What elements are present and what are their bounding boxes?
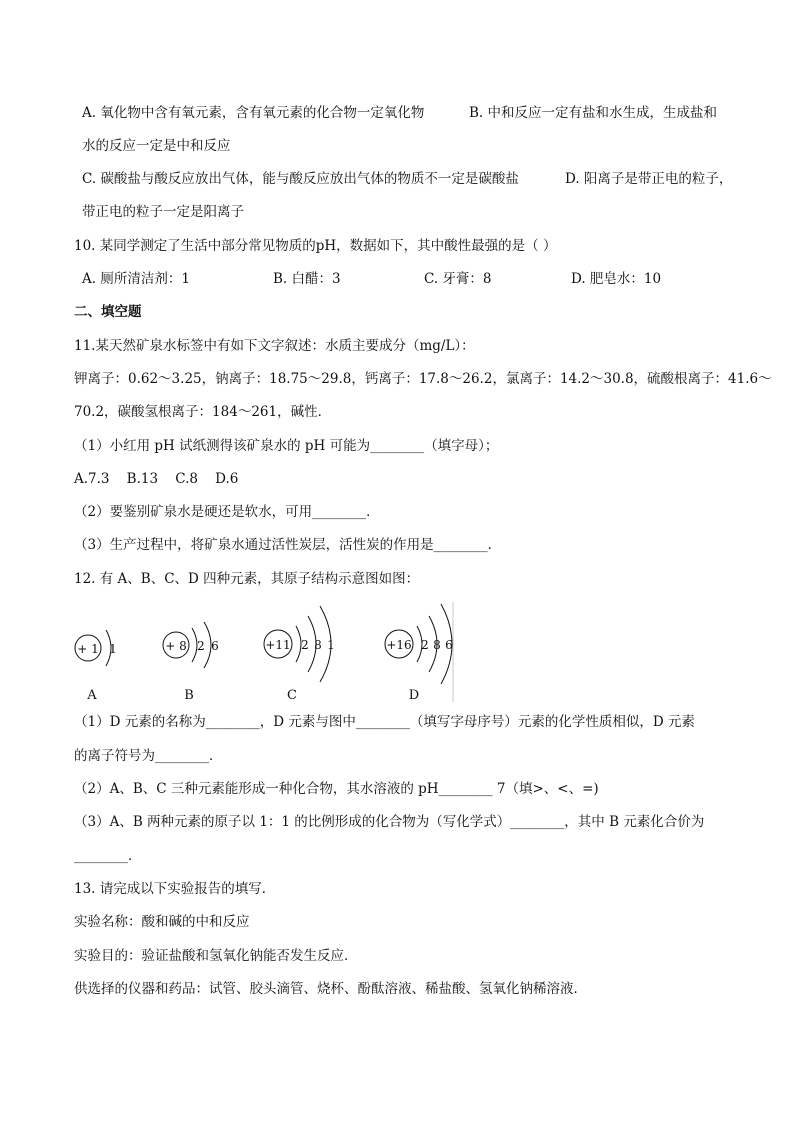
atom-d-shell-3: 6 <box>445 638 453 652</box>
q9-option-b: B. 中和反应一定有盐和水生成，生成盐和 <box>469 105 718 121</box>
atom-b-shell-1: 2 <box>197 639 205 653</box>
atom-a-label: A <box>87 688 97 703</box>
atom-b-label: B <box>184 688 194 703</box>
q11-sub3: （3）生产过程中，将矿泉水通过活性炭层，活性炭的作用是________． <box>74 537 502 553</box>
atom-a <box>75 630 117 703</box>
section-title: 二、填空题 <box>74 304 142 320</box>
atom-c-label: C <box>287 688 297 703</box>
q10-option-c: C. 牙膏：8 <box>424 271 492 287</box>
q9-option-d: D. 阳离子是带正电的粒子， <box>565 171 733 187</box>
q11-ions-line2: 70.2，碳酸氢根离子：184～261，碱性． <box>74 404 332 420</box>
atom-a-nucleus: + 1 <box>77 642 99 656</box>
atom-c-shell-3: 1 <box>327 638 335 652</box>
atom-b-shell-2: 6 <box>211 639 219 653</box>
q12-stem: 12. 有 A、B、C、D 四种元素，其原子结构示意图如图： <box>74 571 420 587</box>
atom-b-nucleus: + 8 <box>165 639 187 653</box>
q12-sub2: （2）A、B、C 三种元素能形成一种化合物，其水溶液的 pH________ 7（填>、<、=) <box>74 781 599 797</box>
atom-c-nucleus: +11 <box>265 638 291 652</box>
atom-a-shell-1: 1 <box>109 642 117 656</box>
atom-c-shell-1: 2 <box>301 638 309 652</box>
atom-d-label: D <box>408 688 420 703</box>
q11-ions-line1: 钾离子：0.62～3.25，钠离子：18.75～29.8，钙离子：17.8～26.2，氯离子：14.2～30.8，硫酸根离子：41.6～ <box>74 371 772 387</box>
q12-sub1-line1: （1）D 元素的名称为________，D 元素与图中________（填写字母序号）元素的化学性质相似，D 元素 <box>74 714 695 730</box>
atom-d <box>385 604 453 703</box>
q10-option-b: B. 白醋：3 <box>273 271 341 287</box>
atomic-structure-diagram <box>70 596 470 711</box>
q13-materials: 供选择的仪器和药品：试管、胶头滴管、烧杯、酚酞溶液、稀盐酸、氢氧化钠稀溶液． <box>74 981 587 997</box>
q10-option-d: D. 肥皂水：10 <box>571 271 662 287</box>
q13-purpose: 实验目的：验证盐酸和氢氧化钠能否发生反应． <box>74 948 358 964</box>
q10-stem: 10. 某同学测定了生活中部分常见物质的pH，数据如下，其中酸性最强的是（ ） <box>74 238 557 254</box>
atom-c <box>264 606 335 703</box>
q12-sub3-line1: （3）A、B 两种元素的原子以 1：1 的比例形成的化合物为（写化学式）________，其中 B 元素化合价为 <box>74 814 705 830</box>
atom-c-shell-2: 8 <box>314 638 322 652</box>
q13-name: 实验名称：酸和碱的中和反应 <box>74 914 250 930</box>
q9-option-a: A. 氧化物中含有氧元素，含有氧元素的化合物一定氧化物 <box>82 105 425 121</box>
q9-option-c: C. 碳酸盐与酸反应放出气体，能与酸反应放出气体的物质不一定是碳酸盐 <box>82 171 519 187</box>
q9-option-d-cont: 带正电的粒子一定是阳离子 <box>82 204 244 220</box>
q13-stem: 13. 请完成以下实验报告的填写． <box>74 881 276 897</box>
q11-sub2: （2）要鉴别矿泉水是硬还是软水，可用________． <box>74 504 380 520</box>
q11-stem: 11.某天然矿泉水标签中有如下文字叙述：水质主要成分（mg/L）： <box>74 338 475 354</box>
q11-sub1: （1）小红用 pH 试纸测得该矿泉水的 pH 可能为________（填字母）； <box>74 438 499 454</box>
q10-option-a: A. 厕所清洁剂：1 <box>82 271 190 287</box>
atom-d-shell-2: 8 <box>433 638 441 652</box>
atom-d-shell-1: 2 <box>421 638 429 652</box>
atom-b <box>163 622 219 703</box>
q12-sub1-line2: 的离子符号为________． <box>74 748 223 764</box>
q11-sub1-options: A.7.3 B.13 C.8 D.6 <box>74 471 239 487</box>
q12-sub3-line2: ________． <box>74 848 142 864</box>
atom-d-nucleus: +16 <box>386 638 412 652</box>
q9-option-b-cont: 水的反应一定是中和反应 <box>82 138 231 154</box>
